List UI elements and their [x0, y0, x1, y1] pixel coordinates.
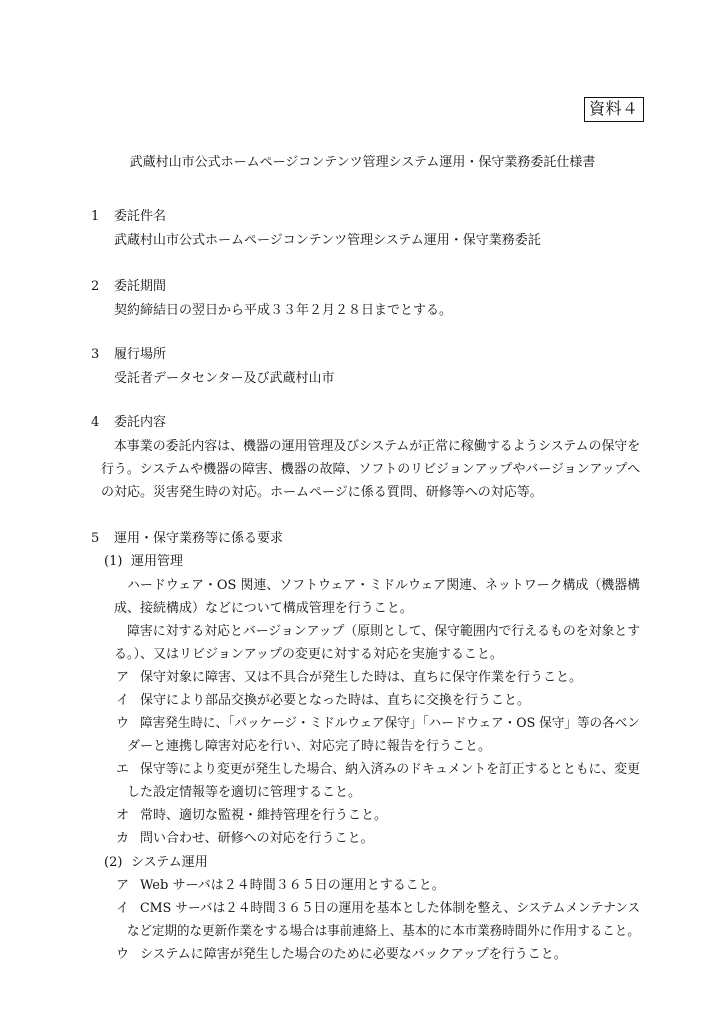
list-item-text: 問い合わせ、研修への対応を行うこと。 — [140, 831, 374, 846]
section-3-heading: 履行場所 — [114, 347, 167, 362]
section-2-number: 2 — [91, 279, 100, 294]
section-5-heading: 運用・保守業務等に係る要求 — [114, 531, 284, 546]
list-item-text: Web サーバは２４時間３６５日の運用とすること。 — [140, 878, 445, 893]
subsection-2-heading: システム運用 — [131, 855, 208, 870]
list-item-mark: ア — [116, 878, 130, 893]
list-item-text: など定期的な更新作業をする場合は事前連絡上、基本的に本市業務時間外に作用すること。 — [127, 924, 640, 939]
section-2-heading: 委託期間 — [114, 279, 167, 294]
list-item-text: 保守対象に障害、又は不具合が発生した時は、直ちに保守作業を行うこと。 — [140, 670, 583, 685]
section-1-body-line: 武蔵村山市公式ホームページコンテンツ管理システム運用・保守業務委託 — [114, 233, 541, 248]
list-item-mark: エ — [116, 762, 130, 777]
section-3-body-line: 受託者データセンター及び武蔵村山市 — [114, 371, 335, 386]
list-item-mark: オ — [116, 808, 130, 823]
section-5-number: 5 — [91, 531, 100, 546]
section-4-body-line: の対応。災害発生時の対応。ホームページに係る質問、研修等への対応等。 — [101, 485, 543, 500]
list-item-mark: イ — [116, 901, 130, 916]
section-4-heading: 委託内容 — [114, 415, 167, 430]
section-4-body-line: 本事業の委託内容は、機器の運用管理及びシステムが正常に稼働するようシステムの保守を — [114, 439, 641, 454]
section-4-number: 4 — [91, 415, 100, 430]
document-badge: 資料４ — [584, 97, 644, 122]
subsection-1-para-line: る。）、又はリビジョンアップの変更に対する対応を実施すること。 — [114, 647, 503, 662]
list-item-mark: ア — [116, 670, 130, 685]
list-item-text: 常時、適切な監視・維持管理を行うこと。 — [140, 808, 388, 823]
list-item-mark: ウ — [116, 716, 130, 731]
list-item-text: した設定情報等を適切に管理すること。 — [127, 785, 362, 800]
subsection-1-number: (1) — [104, 554, 123, 569]
section-1-number: 1 — [91, 209, 100, 224]
section-4-body-line: 行う。システムや機器の障害、機器の故障、ソフトのリビジョンアップやバージョンアップへ — [101, 462, 641, 477]
list-item-mark: イ — [116, 693, 130, 708]
list-item-text: CMS サーバは２４時間３６５日の運用を基本とした体制を整え、システムメンテナンス — [140, 901, 641, 916]
document-title: 武蔵村山市公式ホームページコンテンツ管理システム運用・保守業務委託仕様書 — [129, 155, 596, 170]
list-item-text: ダーと連携し障害対応を行い、対応完了時に報告を行うこと。 — [127, 739, 492, 754]
section-3-number: 3 — [91, 347, 100, 362]
subsection-1-heading: 運用管理 — [131, 554, 184, 569]
subsection-1-para-line: 障害に対する対応とバージョンアップ（原則として、保守範囲内で行えるものを対象とす — [127, 624, 641, 639]
list-item-text: 保守等により変更が発生した場合、納入済みのドキュメントを訂正するとともに、変更 — [140, 762, 640, 777]
list-item-mark: ウ — [116, 947, 130, 962]
list-item-text: 障害発生時に、「パッケージ・ミドルウェア保守」「ハードウェア・OS 保守」等の各ベン — [140, 716, 640, 731]
subsection-2-number: (2) — [104, 855, 123, 870]
list-item-mark: カ — [116, 831, 130, 846]
subsection-1-para-line: 成、接続構成）などについて構成管理を行うこと。 — [114, 601, 413, 616]
list-item-text: システムに障害が発生した場合のために必要なバックアップを行うこと。 — [140, 947, 567, 962]
list-item-text: 保守により部品交換が必要となった時は、直ちに交換を行うこと。 — [140, 693, 531, 708]
section-2-body-line: 契約締結日の翌日から平成３３年２月２８日までとする。 — [114, 303, 453, 318]
subsection-1-para-line: ハードウェア・OS 関連、ソフトウェア・ミドルウェア関連、ネットワーク構成（機器構 — [127, 578, 641, 593]
section-1-heading: 委託件名 — [114, 209, 167, 224]
